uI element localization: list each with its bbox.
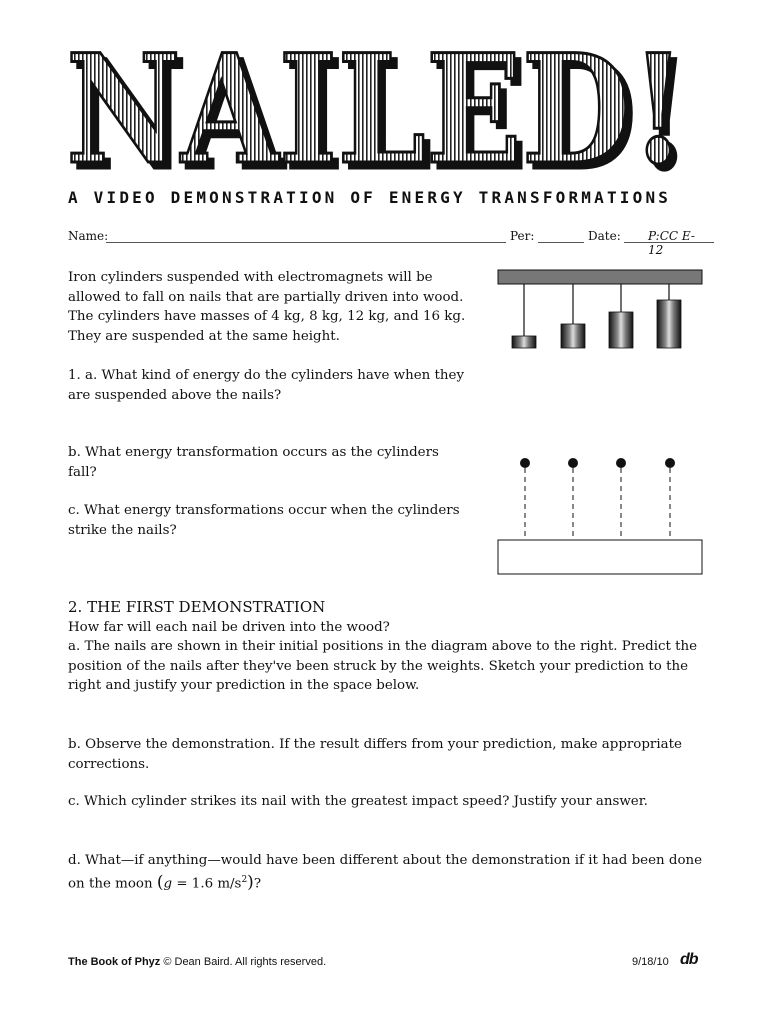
section-2-question: How far will each nail be driven into the wood? xyxy=(68,620,390,635)
footer-date: 9/18/10 xyxy=(632,956,669,968)
gravity-symbol: g xyxy=(163,875,173,891)
question-2c: c. Which cylinder strikes its nail with the greatest impact speed? Justify your answer. xyxy=(68,794,648,809)
db-logo: db xyxy=(680,951,698,968)
copyright-text: © Dean Baird. All rights reserved. xyxy=(160,956,327,968)
cylinder-4kg xyxy=(512,336,536,348)
subtitle: A VIDEO DEMONSTRATION OF ENERGY TRANSFORMATIONS xyxy=(68,188,672,207)
section-2-heading: 2. THE FIRST DEMONSTRATION xyxy=(68,598,326,616)
cylinder-16kg xyxy=(657,300,681,348)
intro-paragraph: Iron cylinders suspended with electromagnets will be allowed to fall on nails that are partially driven into wood. The cylinders have masses of 4 kg, 8 kg, 12 kg, and 16 kg. They are suspended at the same height. xyxy=(68,270,466,344)
wood-block xyxy=(498,540,702,574)
question-2b: b. Observe the demonstration. If the result differs from your prediction, make appropriate corrections. xyxy=(68,737,682,772)
question-2d-text: d. What—if anything—would have been different about the demonstration if it had been done on the moon xyxy=(68,853,703,891)
question-1a: 1. a. What kind of energy do the cylinders have when they are suspended above the nails? xyxy=(68,368,465,403)
paren-close: ) xyxy=(247,871,254,892)
period-label: Per: xyxy=(510,229,535,243)
title-text: NAILED! xyxy=(66,40,686,190)
exponent: 2 xyxy=(241,874,248,885)
gravity-value: = 1.6 m/s xyxy=(172,875,242,891)
question-2a: a. The nails are shown in their initial positions in the diagram above to the right. Predict the position of the nails after they've been struck by the weights. Sketch your prediction to the right and justify your prediction in the space below. xyxy=(68,639,698,693)
period-field[interactable] xyxy=(538,242,584,243)
electromagnet-bar xyxy=(498,270,702,284)
nail xyxy=(520,458,530,540)
question-2d xyxy=(68,851,708,893)
cylinder-12kg xyxy=(609,312,633,348)
question-mark: ? xyxy=(253,875,261,891)
title-graphic xyxy=(66,40,702,190)
date-label: Date: xyxy=(588,229,621,243)
question-1c: c. What energy transformations occur when the cylinders strike the nails? xyxy=(68,503,460,538)
cylinder-diagram xyxy=(494,264,706,360)
nail xyxy=(665,458,675,540)
book-title: The Book of Phyz xyxy=(68,956,161,968)
question-1b: b. What energy transformation occurs as the cylinders fall? xyxy=(68,445,439,480)
name-field[interactable] xyxy=(106,242,506,243)
footer-credit xyxy=(68,956,326,968)
nail xyxy=(568,458,578,540)
cylinder-8kg xyxy=(561,324,585,348)
nail xyxy=(616,458,626,540)
title-shadow-text: NAILED! xyxy=(72,40,692,190)
worksheet-code: P:CC E-12 xyxy=(648,229,695,257)
page-title xyxy=(66,40,702,190)
student-info-row xyxy=(68,229,708,257)
name-label: Name: xyxy=(68,229,109,243)
nail-diagram xyxy=(494,452,706,578)
paren-open: ( xyxy=(156,871,164,892)
